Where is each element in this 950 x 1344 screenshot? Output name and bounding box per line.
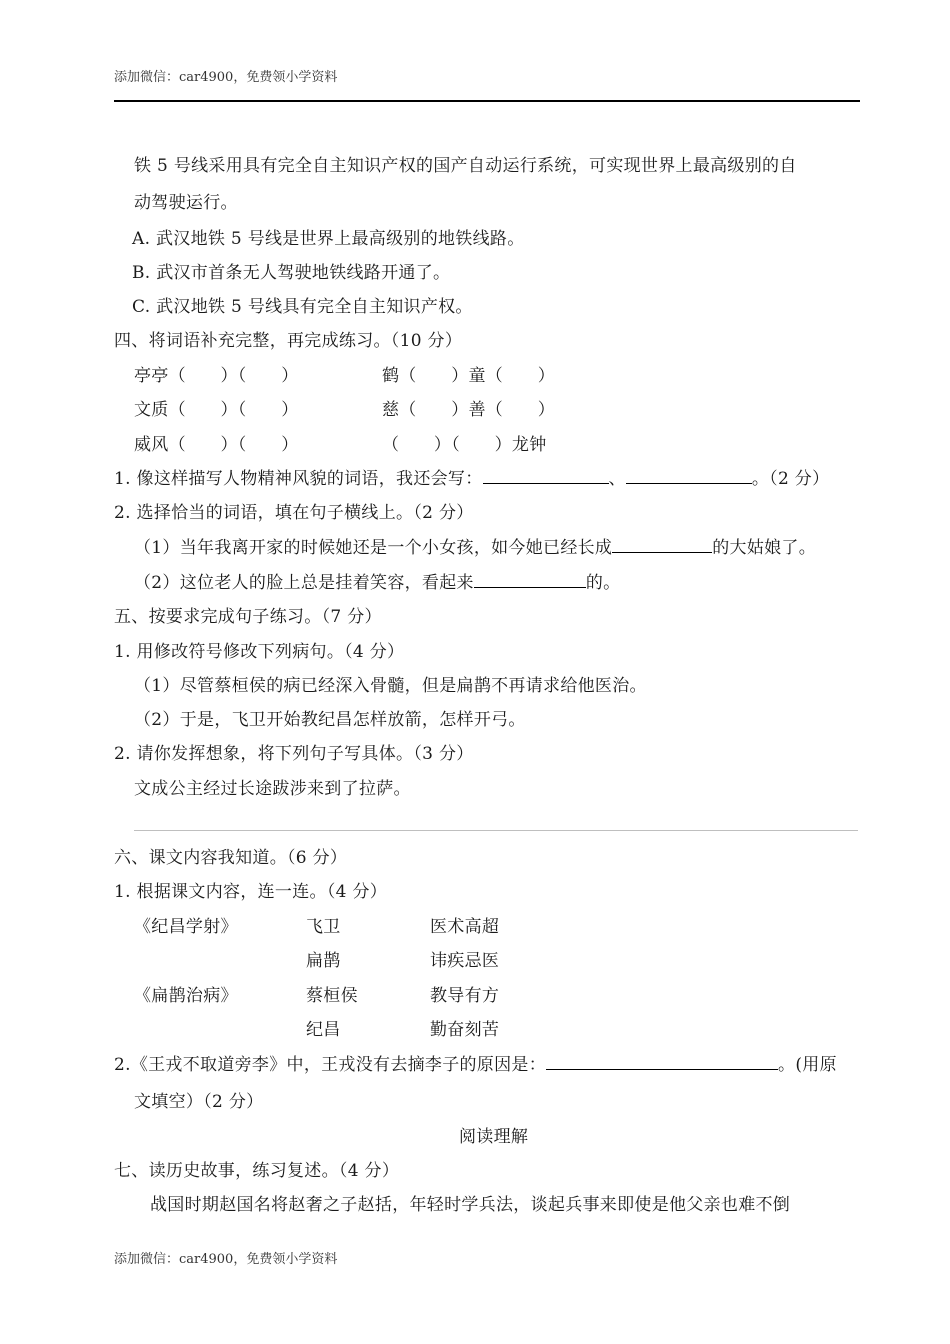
q5-sub2-title: 2. 请你发挥想象，将下列句子写具体。（3 分） xyxy=(114,744,474,764)
q6-sub1-title: 1. 根据课文内容，连一连。（4 分） xyxy=(114,882,388,902)
q4-title: 四、将词语补充完整，再完成练习。（10 分） xyxy=(114,331,463,351)
match-left-item[interactable]: 《纪昌学射》 xyxy=(134,917,238,937)
page-header: 添加微信：car4900，免费领小学资料 xyxy=(114,70,338,85)
match-middle-item[interactable]: 纪昌 xyxy=(306,1020,341,1040)
q4-sub1-sep: 、 xyxy=(608,469,626,489)
q4-row2-left: 文质（ ）（ ） xyxy=(134,400,299,420)
q3-option-a: A. 武汉地铁 5 号线是世界上最高级别的地铁线路。 xyxy=(132,229,525,249)
q5-sub2-sentence: 文成公主经过长途跋涉来到了拉萨。 xyxy=(134,779,411,799)
answer-blank[interactable] xyxy=(626,469,752,484)
q4-sub2-item1-prefix: （1）当年我离开家的时候她还是一个小女孩，如今她已经长成 xyxy=(134,538,613,558)
q6-sub2-line2: 文填空）（2 分） xyxy=(134,1092,264,1112)
q4-sub2-item1-suffix: 的大姑娘了。 xyxy=(712,538,817,558)
q4-sub2-item2-prefix: （2）这位老人的脸上总是挂着笑容，看起来 xyxy=(134,573,474,593)
q4-sub2-title: 2. 选择恰当的词语，填在句子横线上。（2 分） xyxy=(114,503,474,523)
match-right-item[interactable]: 医术高超 xyxy=(430,917,500,937)
match-middle-item[interactable]: 蔡桓侯 xyxy=(306,986,358,1006)
q6-sub2-suffix: 。(用原 xyxy=(778,1055,837,1075)
q6-sub2-line1 xyxy=(114,1054,837,1076)
answer-blank[interactable] xyxy=(483,469,609,484)
q6-sub2-prefix: 2.《王戎不取道旁李》中，王戎没有去摘李子的原因是： xyxy=(114,1055,547,1075)
q6-title: 六、课文内容我知道。（6 分） xyxy=(114,848,348,868)
match-right-item[interactable]: 讳疾忌医 xyxy=(430,951,500,971)
match-middle-item[interactable]: 飞卫 xyxy=(306,917,341,937)
answer-blank[interactable] xyxy=(546,1055,778,1070)
q4-row3-right: （ ）（ ）龙钟 xyxy=(382,435,547,455)
q3-option-b: B. 武汉市首条无人驾驶地铁线路开通了。 xyxy=(132,263,451,283)
q4-sub2-item2 xyxy=(134,572,620,594)
reading-heading: 阅读理解 xyxy=(459,1127,529,1147)
q4-row2-right: 慈（ ）善（ ） xyxy=(382,400,555,420)
q5-title: 五、按要求完成句子练习。（7 分） xyxy=(114,607,382,627)
q3-passage-line1: 铁 5 号线采用具有完全自主知识产权的国产自动运行系统，可实现世界上最高级别的自 xyxy=(134,156,797,176)
match-right-item[interactable]: 勤奋刻苦 xyxy=(430,1020,500,1040)
q5-sub1-item2: （2）于是，飞卫开始教纪昌怎样放箭，怎样开弓。 xyxy=(134,710,526,730)
header-rule xyxy=(114,100,860,102)
q7-title: 七、读历史故事，练习复述。（4 分） xyxy=(114,1161,400,1181)
q4-sub1-suffix: 。（2 分） xyxy=(751,469,830,489)
q5-sub1-item1: （1）尽管蔡桓侯的病已经深入骨髓，但是扁鹊不再请求给他医治。 xyxy=(134,676,647,696)
answer-blank[interactable] xyxy=(474,573,586,588)
match-left-item[interactable]: 《扁鹊治病》 xyxy=(134,986,238,1006)
q3-option-c: C. 武汉地铁 5 号线具有完全自主知识产权。 xyxy=(132,297,473,317)
q5-sub1-title: 1. 用修改符号修改下列病句。（4 分） xyxy=(114,642,405,662)
match-middle-item[interactable]: 扁鹊 xyxy=(306,951,341,971)
q4-row1-right: 鹤（ ）童（ ） xyxy=(382,366,555,386)
q7-passage: 战国时期赵国名将赵奢之子赵括，年轻时学兵法，谈起兵事来即使是他父亲也难不倒 xyxy=(150,1195,791,1215)
q4-sub2-item2-suffix: 的。 xyxy=(585,573,621,593)
page-footer: 添加微信：car4900，免费领小学资料 xyxy=(114,1252,338,1267)
answer-blank[interactable] xyxy=(612,538,712,553)
q4-sub2-item1 xyxy=(134,537,816,559)
q4-sub1-prefix: 1. 像这样描写人物精神风貌的词语，我还会写： xyxy=(114,469,483,489)
match-right-item[interactable]: 教导有方 xyxy=(430,986,500,1006)
answer-line[interactable] xyxy=(134,830,858,831)
q4-sub1-line xyxy=(114,468,829,490)
q3-passage-line2: 动驾驶运行。 xyxy=(134,193,238,213)
q4-row3-left: 威风（ ）（ ） xyxy=(134,435,299,455)
q4-row1-left: 亭亭（ ）（ ） xyxy=(134,366,299,386)
